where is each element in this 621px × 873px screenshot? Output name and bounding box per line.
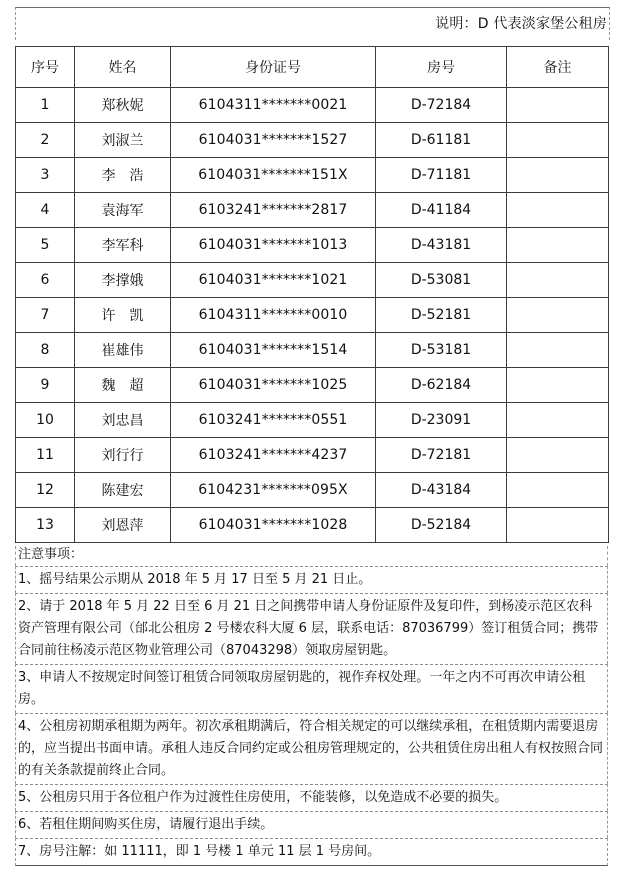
- cell-number: 7: [16, 298, 75, 333]
- cell-room: D-52181: [376, 298, 507, 333]
- cell-room: D-23091: [376, 403, 507, 438]
- cell-remark: [507, 88, 609, 123]
- cell-name: 李军科: [75, 228, 171, 263]
- cell-room: D-41184: [376, 193, 507, 228]
- cell-room: D-53181: [376, 333, 507, 368]
- cell-remark: [507, 263, 609, 298]
- table-row: [16, 333, 609, 368]
- cell-number: 8: [16, 333, 75, 368]
- table-row: [16, 193, 609, 228]
- note-item: 7、房号注解：如 11111，即 1 号楼 1 单元 11 层 1 号房间。: [15, 838, 608, 866]
- cell-id: 6104031*******1025: [171, 368, 376, 403]
- table-row: [16, 473, 609, 508]
- col-header-id: 身份证号: [171, 47, 376, 88]
- note-item: 5、公租房只用于各位租户作为过渡性住房使用，不能装修，以免造成不必要的损失。: [15, 784, 608, 811]
- cell-remark: [507, 193, 609, 228]
- cell-number: 10: [16, 403, 75, 438]
- allocation-table: [15, 46, 609, 543]
- cell-room: D-72181: [376, 438, 507, 473]
- cell-name: 陈建宏: [75, 473, 171, 508]
- cell-remark: [507, 298, 609, 333]
- cell-remark: [507, 158, 609, 193]
- cell-name: 刘淑兰: [75, 123, 171, 158]
- cell-room: D-53081: [376, 263, 507, 298]
- cell-remark: [507, 333, 609, 368]
- cell-number: 2: [16, 123, 75, 158]
- cell-room: D-62184: [376, 368, 507, 403]
- note-item: 2、请于 2018 年 5 月 22 日至 6 月 21 日之间携带申请人身份证原件及复印件，到杨凌示范区农科资产管理有限公司（邰北公租房 2 号楼农科大厦 6 层，联系电话：87036799）签订租赁合同；携带合同前往杨凌示范区物业管理公司（87043298）领取房屋钥匙。: [15, 593, 608, 664]
- cell-name: 刘行行: [75, 438, 171, 473]
- cell-remark: [507, 473, 609, 508]
- cell-id: 6103241*******0551: [171, 403, 376, 438]
- cell-id: 6104031*******1021: [171, 263, 376, 298]
- cell-number: 6: [16, 263, 75, 298]
- table-header-row: [16, 47, 609, 88]
- cell-id: 6104031*******151X: [171, 158, 376, 193]
- cell-room: D-43184: [376, 473, 507, 508]
- cell-id: 6104031*******1527: [171, 123, 376, 158]
- table-row: [16, 228, 609, 263]
- table-row: [16, 123, 609, 158]
- note-item: 4、公租房初期承租期为两年。初次承租期满后，符合相关规定的可以继续承租，在租赁期内需要退房的，应当提出书面申请。承租人违反合同约定或公租房管理规定的，公共租赁住房出租人有权按照合同的有关条款提前终止合同。: [15, 713, 608, 784]
- cell-name: 袁海军: [75, 193, 171, 228]
- cell-id: 6103241*******4237: [171, 438, 376, 473]
- cell-id: 6104231*******095X: [171, 473, 376, 508]
- cell-name: 李 浩: [75, 158, 171, 193]
- cell-remark: [507, 508, 609, 543]
- table-row: [16, 508, 609, 543]
- cell-remark: [507, 438, 609, 473]
- table-row: [16, 438, 609, 473]
- cell-id: 6104311*******0010: [171, 298, 376, 333]
- cell-name: 刘忠昌: [75, 403, 171, 438]
- cell-name: 郑秋妮: [75, 88, 171, 123]
- col-header-name: 姓名: [75, 47, 171, 88]
- cell-number: 9: [16, 368, 75, 403]
- col-header-room: 房号: [376, 47, 507, 88]
- cell-name: 许 凯: [75, 298, 171, 333]
- cell-room: D-61181: [376, 123, 507, 158]
- note-item: 6、若租住期间购买住房，请履行退出手续。: [15, 811, 608, 838]
- cell-remark: [507, 228, 609, 263]
- cell-number: 1: [16, 88, 75, 123]
- cell-name: 魏 超: [75, 368, 171, 403]
- cell-number: 5: [16, 228, 75, 263]
- cell-remark: [507, 123, 609, 158]
- col-header-remark: 备注: [507, 47, 609, 88]
- cell-remark: [507, 368, 609, 403]
- cell-name: 崔雄伟: [75, 333, 171, 368]
- description-text: 说明：D 代表淡家堡公租房: [435, 16, 607, 32]
- cell-number: 4: [16, 193, 75, 228]
- note-item: 1、摇号结果公示期从 2018 年 5 月 17 日至 5 月 21 日止。: [15, 566, 608, 593]
- cell-id: 6104031*******1514: [171, 333, 376, 368]
- table-row: [16, 88, 609, 123]
- cell-name: 李撑娥: [75, 263, 171, 298]
- cell-number: 3: [16, 158, 75, 193]
- notes-title: 注意事项：: [15, 546, 608, 566]
- notes-section: [15, 546, 608, 866]
- cell-number: 13: [16, 508, 75, 543]
- col-header-number: 序号: [16, 47, 75, 88]
- cell-id: 6104311*******0021: [171, 88, 376, 123]
- cell-id: 6103241*******2817: [171, 193, 376, 228]
- cell-id: 6104031*******1013: [171, 228, 376, 263]
- cell-room: D-43181: [376, 228, 507, 263]
- table-row: [16, 158, 609, 193]
- cell-remark: [507, 403, 609, 438]
- cell-room: D-72184: [376, 88, 507, 123]
- note-item: 3、申请人不按规定时间签订租赁合同领取房屋钥匙的，视作弃权处理。一年之内不可再次申请公租房。: [15, 664, 608, 713]
- cell-number: 12: [16, 473, 75, 508]
- table-row: [16, 403, 609, 438]
- cell-number: 11: [16, 438, 75, 473]
- cell-id: 6104031*******1028: [171, 508, 376, 543]
- table-row: [16, 368, 609, 403]
- cell-name: 刘恩萍: [75, 508, 171, 543]
- cell-room: D-71181: [376, 158, 507, 193]
- table-row: [16, 298, 609, 333]
- cell-room: D-52184: [376, 508, 507, 543]
- table-row: [16, 263, 609, 298]
